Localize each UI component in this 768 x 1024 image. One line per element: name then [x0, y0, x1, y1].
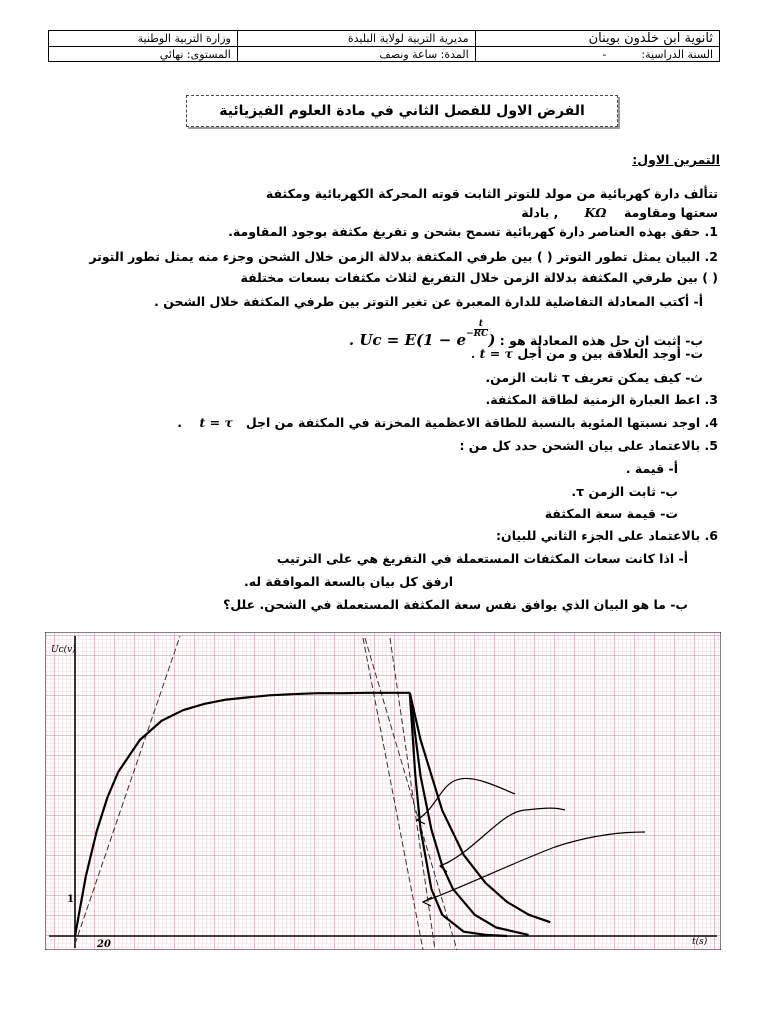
question-6a-line-2: ارفق كل بيان بالسعة الموافقة له.: [244, 574, 453, 589]
intro-resistance-unit: KΩ: [584, 205, 607, 220]
question-5b: ب- ثابت الزمن τ.: [571, 484, 678, 499]
question-6b: ب- ما هو البيان الذي يوافق نفس سعة المكثفة المستعملة في الشحن. علل؟: [223, 597, 688, 612]
question-2b: [349, 320, 703, 349]
header-level: المستوى: نهائي: [49, 47, 238, 62]
header-school: ثانوية ابن خلدون بوينان: [475, 31, 719, 47]
question-2-line-1: 2. البيان يمثل تطور التوتر ( ) بين طرفي المكثفة بدلالة الزمن خلال الشحن وجزء منه يمثل تطور التوتر: [89, 249, 718, 264]
header-directorate: مديرية التربية لولاية البليدة: [237, 31, 475, 47]
question-4-text: 4. اوجد نسبتها المئوية بالنسبة للطاقة الاعظمية المخزنة في المكثفة من اجل: [245, 415, 718, 430]
intro-capacity-resistance: سعتها ومقاومة: [623, 205, 718, 220]
question-5c: ت- قيمة سعة المكثفة: [544, 506, 678, 521]
y-tick-label: 1: [67, 894, 74, 905]
exam-title: الفرض الاول للفصل الثاني في مادة العلوم الفيزيائية: [186, 95, 618, 127]
question-2c: [471, 346, 703, 362]
question-2c-text: ت- أوجد العلاقة بين و من أجل: [517, 346, 703, 361]
intro-line-end: , بادلة: [521, 205, 559, 220]
charge-formula: . $Uc = E(1 - e^{- \frac{t}{RC}}$ ): [348, 319, 496, 349]
y-axis-label: Uc(v): [51, 645, 76, 655]
question-5a: أ- قيمة .: [625, 461, 678, 476]
question-2d: ث- كيف يمكن تعريف τ ثابت الزمن.: [485, 370, 703, 385]
graph-grid: [46, 633, 720, 949]
exponent-t: t: [474, 320, 489, 330]
header-school-year: [475, 47, 719, 62]
question-4-formula: t = τ: [199, 415, 233, 430]
question-2b-text: ب- اثبت ان حل هذه المعادلة هو :: [499, 333, 703, 348]
x-axis-label: t(s): [692, 937, 708, 947]
question-2c-formula: . t = τ: [470, 346, 513, 361]
question-4: [177, 415, 718, 431]
question-2a: أ- أكتب المعادلة التفاضلية للدارة المعبرة عن تغير التوتر بين طرفي المكثفة خلال الشحن .: [154, 294, 703, 309]
charge-formula-main: . Uc = E(1 − e: [348, 331, 467, 349]
question-3: 3. اعط العبارة الزمنية لطاقة المكثفة.: [485, 392, 718, 407]
exercise-title: التمرين الاول:: [632, 152, 720, 167]
header-table: [48, 30, 720, 62]
school-year-label: السنة الدراسية:: [641, 47, 713, 61]
question-6a: أ- اذا كانت سعات المكثفات المستعملة في التفريغ هي على الترتيب: [276, 551, 688, 566]
school-year-value: -: [602, 47, 607, 61]
header-ministry: وزارة التربية الوطنية: [49, 31, 238, 47]
question-4-end: .: [177, 415, 183, 430]
question-5: 5. بالاعتماد على بيان الشحن حدد كل من :: [459, 438, 718, 453]
voltage-time-graph: [45, 632, 721, 950]
exponent-rc: RC: [473, 329, 489, 339]
question-2-line-2: ( ) بين طرفي المكثفة بدلالة الزمن خلال التفريغ لثلاث مكثفات بسعات مختلفة: [240, 270, 718, 285]
intro-line-1: تتألف دارة كهربائية من مولد للتوتر الثابت قوته المحركة الكهربائية ومكثفة: [265, 186, 718, 201]
header-duration: المدة: ساعة ونصف: [237, 47, 475, 62]
question-6: 6. بالاعتماد على الجزء الثاني للبيان:: [496, 528, 718, 543]
x-tick-label: 20: [97, 939, 111, 950]
exponent: − t RC: [466, 319, 489, 339]
intro-line-2: [521, 205, 718, 221]
question-1: 1. حقق بهذه العناصر دارة كهربائية تسمح بشحن و تفريغ مكثفة بوجود المقاومة.: [228, 224, 718, 239]
